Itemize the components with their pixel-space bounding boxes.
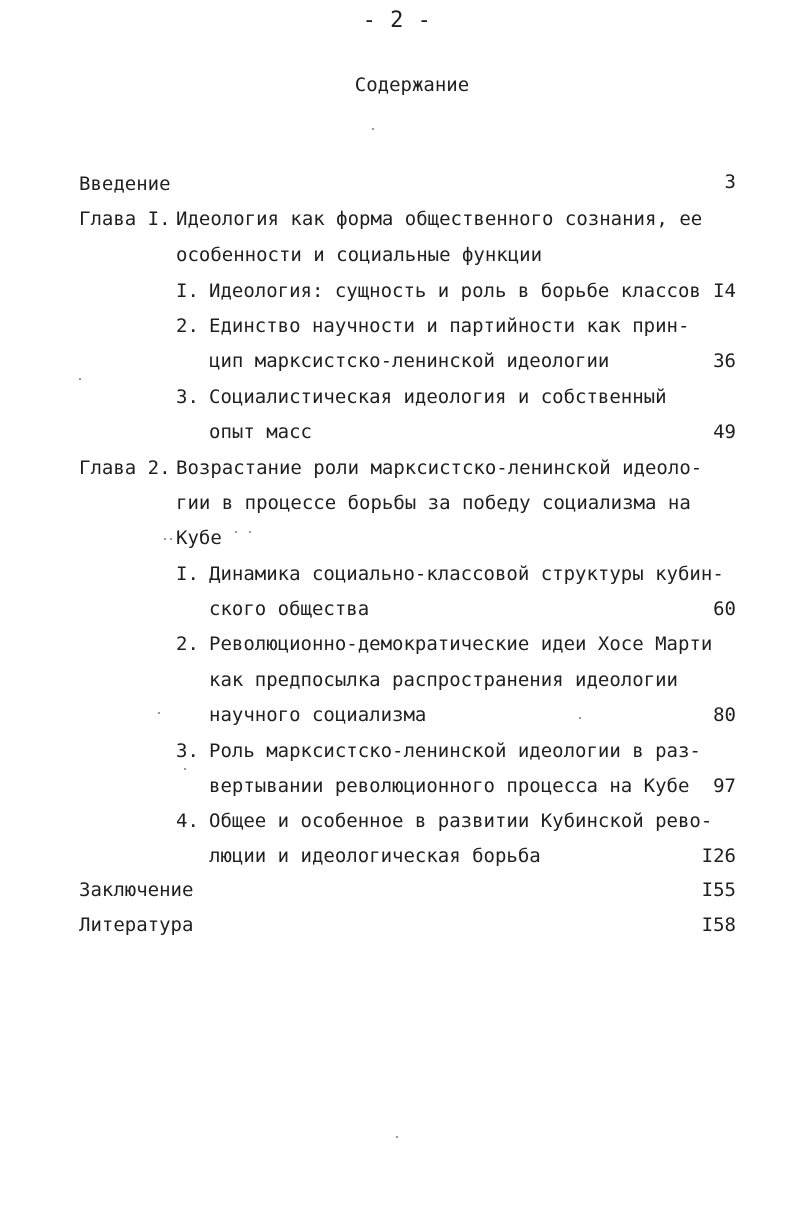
scan-speck	[164, 538, 166, 540]
toc-section-line: люции и идеологическая борьба	[209, 845, 541, 867]
toc-chapter2-title-line3: Кубе	[176, 527, 222, 549]
scan-speck	[158, 712, 160, 714]
toc-section-number: 2.	[176, 633, 199, 655]
page-title: Содержание	[354, 74, 470, 96]
toc-section-line: опыт масс	[209, 421, 312, 443]
toc-section-number: 2.	[176, 315, 199, 337]
toc-section-line: как предпосылка распространения идеологии	[209, 669, 678, 691]
scan-speck	[579, 717, 581, 719]
toc-conclusion-page: I55	[701, 879, 736, 901]
scan-speck	[79, 378, 81, 380]
scan-speck	[170, 538, 172, 540]
toc-chapter1-title-line2: особенности и социальные функции	[176, 244, 543, 266]
toc-chapter1-title-line1: Идеология как форма общественного сознания, ее	[176, 208, 703, 230]
toc-section-page: 60	[713, 598, 736, 620]
toc-chapter1-label: Глава I.	[79, 208, 171, 230]
toc-chapter2-label: Глава 2.	[79, 457, 171, 479]
toc-section-page: I26	[701, 845, 736, 867]
toc-section-number: I.	[176, 563, 199, 585]
toc-section-line: научного социализма	[209, 704, 427, 726]
toc-section-line: Революционно-демократические идеи Хосе Марти	[209, 633, 713, 655]
toc-section-page: 80	[713, 704, 736, 726]
toc-section-line: Роль марксистско-ленинской идеологии в раз-	[209, 740, 701, 762]
toc-section-line: цип марксистско-ленинской идеологии	[209, 350, 610, 372]
toc-section-page: 49	[713, 421, 736, 443]
toc-literature-page: I58	[701, 914, 736, 936]
toc-section-page: 36	[713, 350, 736, 372]
toc-section-number: 4.	[176, 810, 199, 832]
toc-intro-page: 3	[724, 171, 736, 193]
toc-section-number: 3.	[176, 740, 199, 762]
toc-chapter2-title-line2: гии в процессе борьбы за победу социализма на	[176, 492, 691, 514]
toc-section-number: I.	[176, 280, 199, 302]
toc-section-line: Социалистическая идеология и собственный	[209, 386, 667, 408]
toc-section-page: I4	[713, 280, 736, 302]
toc-section-number: 3.	[176, 386, 199, 408]
scan-speck	[372, 128, 374, 130]
toc-literature-label: Литература	[79, 914, 194, 936]
toc-section-line: Динамика социально-классовой структуры кубин-	[209, 563, 724, 585]
scan-speck	[235, 531, 237, 533]
toc-section-line: Идеология: сущность и роль в борьбе классов	[209, 280, 701, 302]
scan-speck	[249, 531, 251, 533]
toc-chapter2-title-line1: Возрастание роли марксистско-ленинской идеоло-	[176, 457, 703, 479]
toc-section-line: ского общества	[209, 598, 370, 620]
scan-speck	[184, 768, 186, 770]
toc-section-line: Единство научности и партийности как прин-	[209, 315, 690, 337]
page-number: - 2 -	[362, 8, 432, 33]
toc-conclusion-label: Заключение	[79, 879, 194, 901]
toc-section-line: вертывании революционного процесса на Кубе	[209, 775, 690, 797]
toc-section-line: Общее и особенное в развитии Кубинской рево-	[209, 810, 713, 832]
toc-section-page: 97	[713, 775, 736, 797]
scan-speck	[396, 1136, 398, 1138]
toc-intro-label: Введение	[79, 173, 171, 195]
